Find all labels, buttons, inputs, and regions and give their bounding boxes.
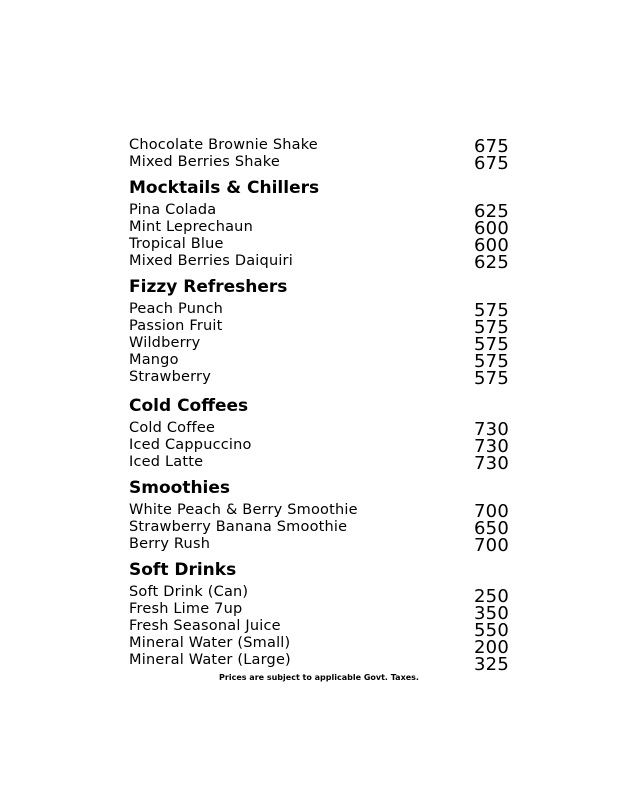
item-name: Mineral Water (Large) [129,652,291,668]
item-name: Iced Cappuccino [129,437,252,453]
item-price: 625 [474,201,509,222]
section-fizzy-refreshers [129,277,509,389]
menu-item [129,368,509,389]
menu-item [129,436,509,457]
item-name: Mango [129,352,179,368]
item-name: Mineral Water (Small) [129,635,291,651]
menu-item [129,601,509,624]
item-price: 730 [474,419,509,440]
section-heading: Fizzy Refreshers [129,277,288,297]
item-name: Peach Punch [129,301,224,317]
menu-item [129,635,509,658]
item-price: 575 [474,368,509,389]
menu-item [129,501,509,522]
item-name: Passion Fruit [129,318,223,334]
item-name: Pina Colada [129,202,217,218]
item-price: 675 [474,136,509,157]
item-name: Mixed Berries Shake [129,154,280,170]
item-name: Fresh Lime 7up [129,601,243,617]
menu-item [129,300,509,321]
section-heading: Soft Drinks [129,560,237,580]
section-mocktails [129,178,509,273]
item-price: 575 [474,334,509,355]
item-price: 575 [474,317,509,338]
item-price: 700 [474,535,509,556]
item-name: Mixed Berries Daiquiri [129,253,293,269]
menu-item [129,453,509,474]
item-price: 550 [474,620,509,641]
item-price: 325 [474,654,509,675]
item-price: 200 [474,637,509,658]
menu-item [129,252,509,273]
menu-item [129,218,509,239]
menu-item [129,535,509,556]
section-cold-coffees [129,396,509,474]
menu-item [129,317,509,338]
menu-list [129,136,509,675]
item-price: 600 [474,218,509,239]
menu-item [129,618,509,641]
menu-item [129,652,509,675]
item-price: 575 [474,300,509,321]
item-price: 675 [474,153,509,174]
item-price: 575 [474,351,509,372]
tax-disclaimer: Prices are subject to applicable Govt. Taxes. [219,673,419,682]
menu-item [129,334,509,355]
item-price: 625 [474,252,509,273]
item-name: Mint Leprechaun [129,219,253,235]
item-name: Strawberry [129,369,211,385]
item-name: White Peach & Berry Smoothie [129,502,358,518]
item-name: Iced Latte [129,454,204,470]
item-name: Fresh Seasonal Juice [129,618,281,634]
item-name: Tropical Blue [129,236,224,252]
section-heading: Mocktails & Chillers [129,178,320,198]
menu-item [129,201,509,222]
menu-item [129,584,509,607]
item-price: 700 [474,501,509,522]
item-price: 600 [474,235,509,256]
section-shakes [129,136,509,174]
menu-item [129,351,509,372]
section-smoothies [129,478,509,556]
item-price: 350 [474,603,509,624]
item-name: Soft Drink (Can) [129,584,249,600]
menu-item [129,235,509,256]
item-name: Wildberry [129,335,201,351]
section-heading: Smoothies [129,478,231,498]
item-name: Berry Rush [129,536,211,552]
item-price: 730 [474,453,509,474]
item-name: Strawberry Banana Smoothie [129,519,348,535]
menu-item [129,518,509,539]
item-name: Chocolate Brownie Shake [129,137,318,153]
menu-item [129,136,509,157]
item-price: 650 [474,518,509,539]
item-name: Cold Coffee [129,420,216,436]
item-price: 250 [474,586,509,607]
item-price: 730 [474,436,509,457]
section-heading: Cold Coffees [129,396,249,416]
menu-item [129,419,509,440]
menu-item [129,153,509,174]
section-soft-drinks [129,560,509,675]
